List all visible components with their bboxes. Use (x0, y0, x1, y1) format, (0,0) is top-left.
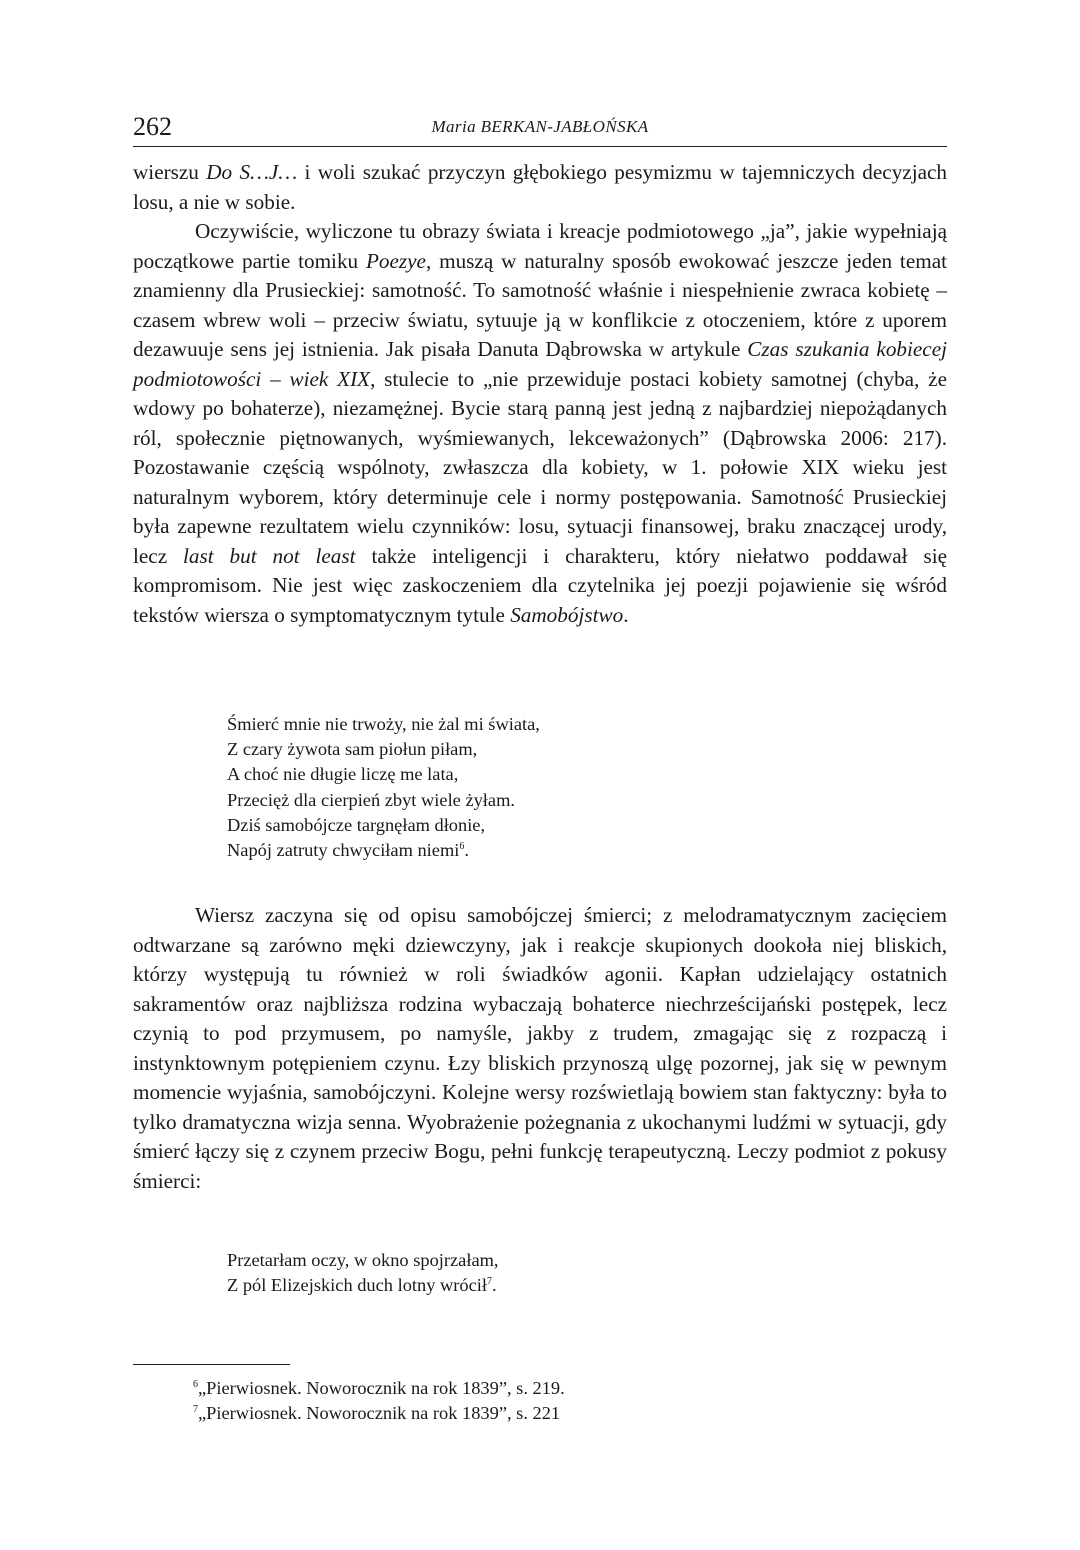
running-head: Maria BERKAN-JABŁOŃSKA (431, 117, 649, 136)
footnote: $^6$„Pierwiosnek. Noworocznik na rok 1839”, s. 219. (193, 1378, 565, 1398)
footnote-number: 7 (193, 1404, 198, 1415)
footnote-number: 6 (193, 1379, 198, 1390)
body-text (133, 158, 947, 630)
poem-line: Napój zatruty chwyciłam niemi$^6$. (227, 840, 469, 861)
footnotes (193, 1376, 565, 1426)
poem-line: Przecięż dla cierpień zbyt wiele żyłam. (227, 789, 515, 810)
phrase-italic: last but not least (183, 543, 356, 568)
page-header (133, 112, 947, 147)
book-title: Poezye (365, 248, 426, 273)
paragraph-analysis: Wiersz zaczyna się od opisu samobójczej śmierci; z melodramatycznym zacięciem odtwarzane są zarówno męki dziewczyny, jak i reakcje skupionych dookoła niej bliskich, którzy występują tu również w roli świadków agonii. Kapłan udzielający ostatnich sakramentów oraz najbliższa rodzina wybaczają bohaterce niechrześcijański postępek, lecz czynią to pod przymusem, po namyśle, jakby z trudem, zmagając się z rozpaczą i instynktownym potępieniem czynu. Łzy bliskich przynoszą ulgę pozornej, jak się w pewnym momencie wyjaśnia, samobójczyni. Kolejne wersy rozświetlają bowiem stan faktyczny: była to tylko dramatyczna wizja senna. Wyobrażenie pożegnania z ukochanymi ludźmi w sytuacji, gdy śmierć łączy się z czynem przeciw Bogu, pełni funkcję terapeutyczną. Leczy podmiot z pokusy śmierci: (133, 903, 947, 1193)
poem-line: Dziś samobójcze targnęłam dłonie, (227, 814, 486, 835)
footnote: $^7$„Pierwiosnek. Noworocznik na rok 1839”, s. 221 (193, 1403, 561, 1423)
poem-title: Do S…J… (206, 160, 298, 184)
footnote-divider (133, 1364, 290, 1365)
poem-line: Przetarłam oczy, w okno spojrzałam, (227, 1250, 499, 1270)
poem-line: Z czary żywota sam piołun piłam, (227, 739, 478, 760)
paragraph-continued: wierszu Do S…J… i woli szukać przyczyn głębokiego pesymizmu w tajemniczych decyzjach losu, a nie w sobie. (133, 160, 947, 214)
poem-title: Samobójstwo (510, 602, 624, 627)
poem-quote-2 (227, 1248, 499, 1298)
page-number: 262 (133, 112, 172, 141)
footnote-marker: 6 (459, 841, 465, 853)
footnote-marker: 7 (486, 1276, 492, 1288)
poem-line: Z pól Elizejskich duch lotny wrócił$^7$. (227, 1275, 497, 1296)
body-text-2 (133, 901, 947, 1196)
article-title: Czas szukania kobiecej podmiotowości – wiek XIX (133, 337, 947, 391)
poem-line: A choć nie długie liczę me lata, (227, 764, 459, 785)
poem-line: Śmierć mnie nie trwoży, nie żal mi świata, (227, 714, 540, 734)
paragraph-loneliness: Oczywiście, wyliczone tu obrazy świata i kreacje podmiotowego „ja”, jakie wypełniają początkowe partie tomiku Poezye, muszą w naturalny sposób ewokować jeszcze jeden temat znamienny dla Prusieckiej: samotność. To samotność właśnie i niespełnienie zwraca kobietę – czasem wbrew woli – przeciw światu, sytuuje ją w konflikcie z otoczeniem, które z uporem dezawuuje sens jej istnienia. Jak pisała Danuta Dąbrowska w artykule Czas szukania kobiecej podmiotowości – wiek XIX, stulecie to „nie przewiduje postaci kobiety samotnej (chyba, że wdowy po bohaterze), niezamężnej. Bycie starą panną jest jedną z najbardziej niepożądanych ról, społecznie piętnowanych, wyśmiewanych, lekceważonych” (Dąbrowska 2006: 217). Pozostawanie częścią wspólnoty, zwłaszcza dla kobiety, w 1. połowie XIX wieku jest naturalnym wyborem, który determinuje cele i normy postępowania. Samotność Prusieckiej była zapewne rezultatem wielu czynników: losu, sytuacji finansowej, braku znaczącej urody, lecz last but not least także inteligencji i charakteru, który niełatwo poddawał się kompromisom. Nie jest więc zaskoczeniem dla czytelnika jej poezji pojawienie się wśród tekstów wiersza o symptomatycznym tytule Samobójstwo. (133, 219, 947, 627)
poem-quote (227, 712, 540, 863)
